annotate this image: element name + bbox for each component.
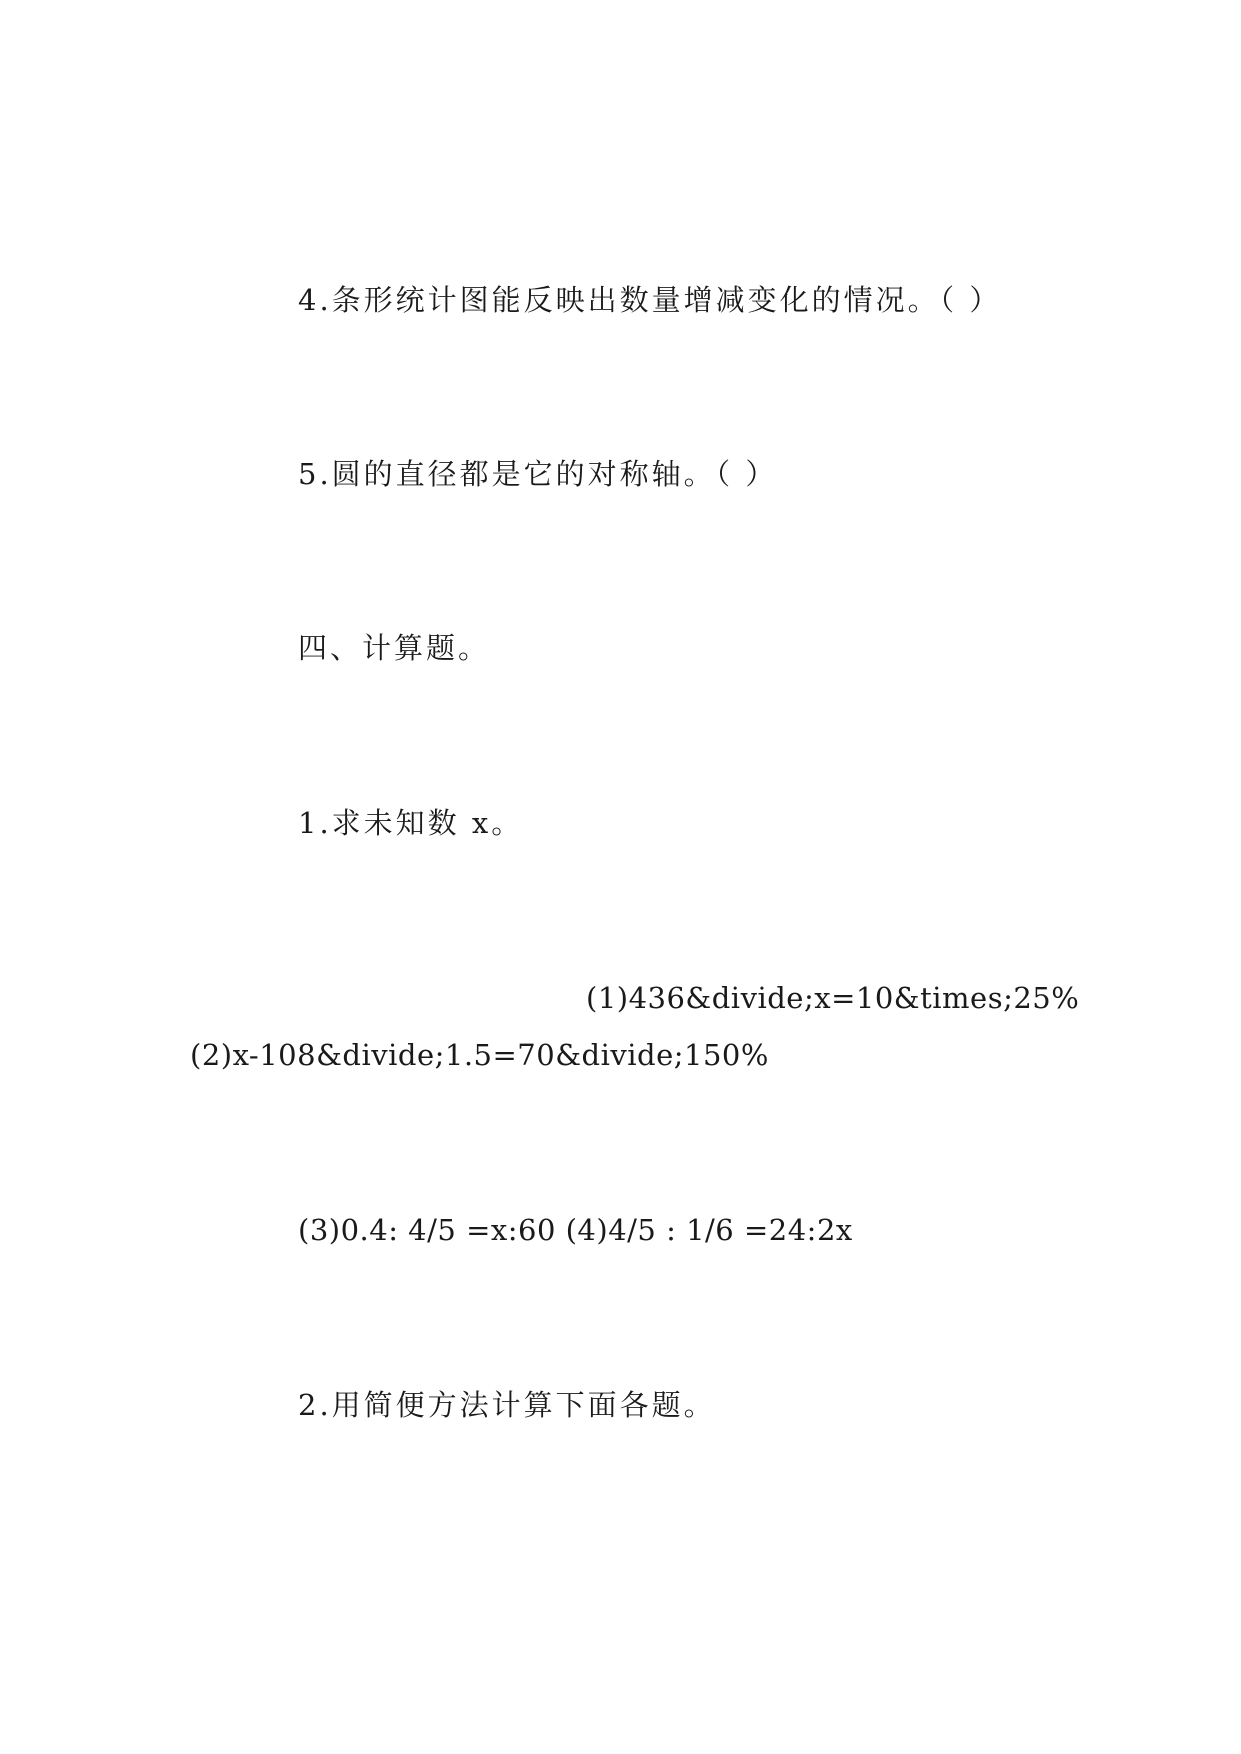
section-heading-calculation: 四、计算题。 bbox=[298, 631, 491, 665]
equation-1: (1)436&divide;x=10&times;25% bbox=[586, 981, 1080, 1015]
question-2-title: 2.用简便方法计算下面各题。 bbox=[298, 1388, 716, 1422]
true-false-item-4: 4.条形统计图能反映出数量增减变化的情况。（ ） bbox=[298, 283, 1002, 317]
true-false-item-5: 5.圆的直径都是它的对称轴。（ ） bbox=[298, 457, 778, 491]
question-1-title: 1.求未知数 x。 bbox=[298, 806, 524, 840]
equation-2: (2)x-108&divide;1.5=70&divide;150% bbox=[190, 1038, 769, 1072]
equations-3-4: (3)0.4: 4/5 =x:60 (4)4/5 : 1/6 =24:2x bbox=[298, 1213, 853, 1247]
